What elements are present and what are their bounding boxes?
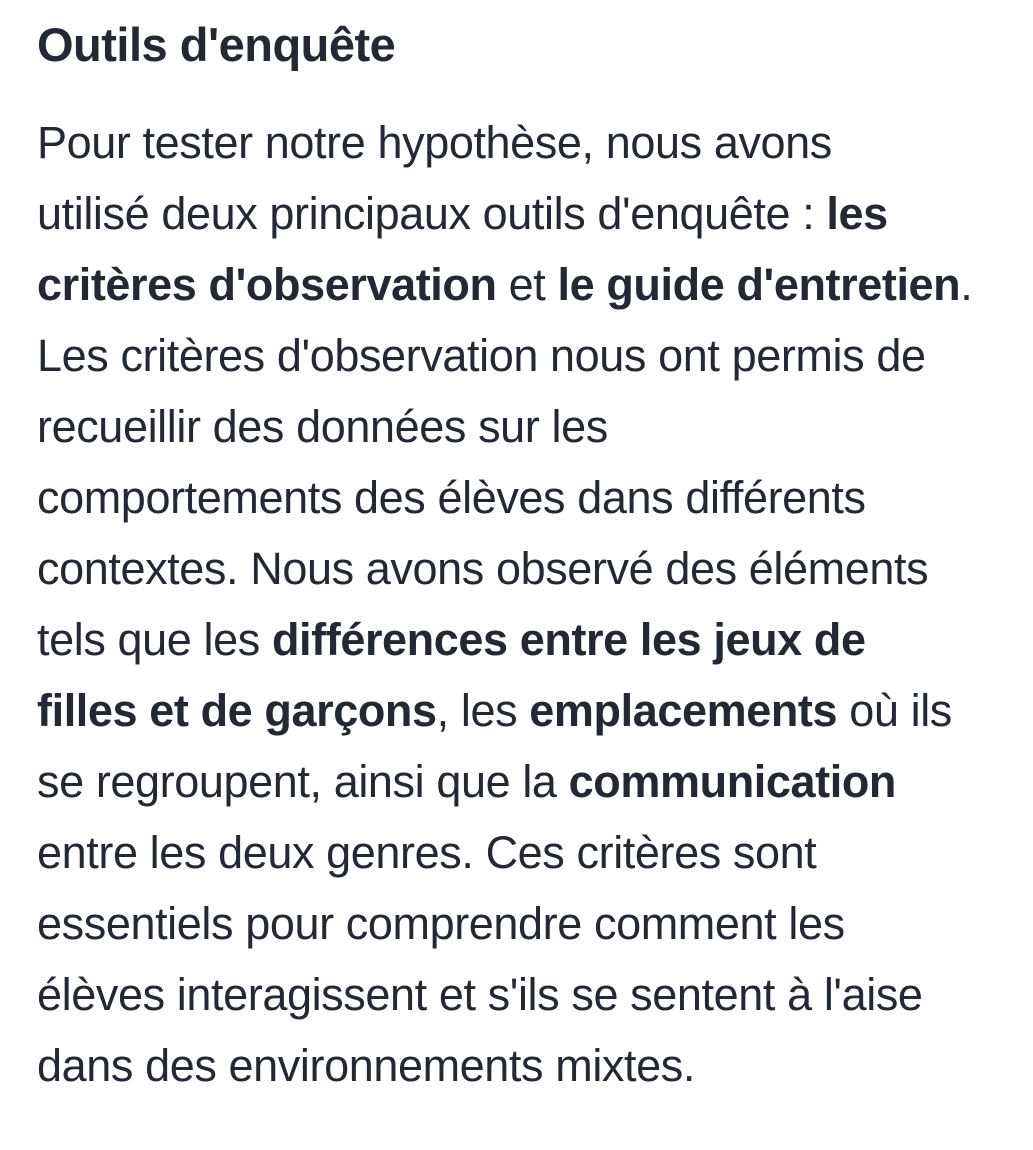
- bold-text-run: filles et de garçons: [37, 685, 437, 736]
- text-run: élèves interagissent et s'ils se sentent à l'aise: [37, 969, 923, 1020]
- text-run: et: [496, 259, 558, 310]
- text-run: contextes. Nous avons observé des éléments: [37, 543, 929, 594]
- text-run: recueillir des données sur les: [37, 401, 608, 452]
- paragraph-line: [37, 249, 1003, 320]
- section-heading: Outils d'enquête: [37, 18, 396, 71]
- bold-text-run: critères d'observation: [37, 259, 497, 310]
- paragraph-line: [37, 462, 1003, 533]
- paragraph-line: [37, 533, 1003, 604]
- bold-text-run: communication: [568, 756, 897, 807]
- paragraph-line: [37, 1030, 1003, 1101]
- paragraph-line: [37, 746, 1003, 817]
- text-run: Les critères d'observation nous ont permis de: [37, 330, 926, 381]
- paragraph-line: [37, 817, 1003, 888]
- text-run: essentiels pour comprendre comment les: [37, 898, 845, 949]
- text-run: dans des environnements mixtes.: [37, 1040, 695, 1091]
- paragraph: [37, 107, 1003, 1101]
- paragraph-line: [37, 391, 1003, 462]
- bold-text-run: les: [826, 188, 888, 239]
- paragraph-line: [37, 888, 1003, 959]
- text-run: , les: [436, 685, 530, 736]
- text-run: se regroupent, ainsi que la: [37, 756, 569, 807]
- text-run: Pour tester notre hypothèse, nous avons: [37, 117, 832, 168]
- paragraph-line: [37, 604, 1003, 675]
- text-run: entre les deux genres. Ces critères sont: [37, 827, 817, 878]
- text-run: où ils: [837, 685, 952, 736]
- paragraph-line: [37, 320, 1003, 391]
- bold-text-run: différences entre les jeux de: [271, 614, 866, 665]
- text-run: tels que les: [37, 614, 272, 665]
- text-run: utilisé deux principaux outils d'enquête :: [37, 188, 827, 239]
- paragraph-line: [37, 107, 1003, 178]
- bold-text-run: le guide d'entretien: [557, 259, 961, 310]
- paragraph-line: [37, 675, 1003, 746]
- bold-text-run: emplacements: [529, 685, 838, 736]
- text-run: .: [960, 259, 973, 310]
- paragraph-line: [37, 959, 1003, 1030]
- paragraph-line: [37, 178, 1003, 249]
- text-run: comportements des élèves dans différents: [37, 472, 866, 523]
